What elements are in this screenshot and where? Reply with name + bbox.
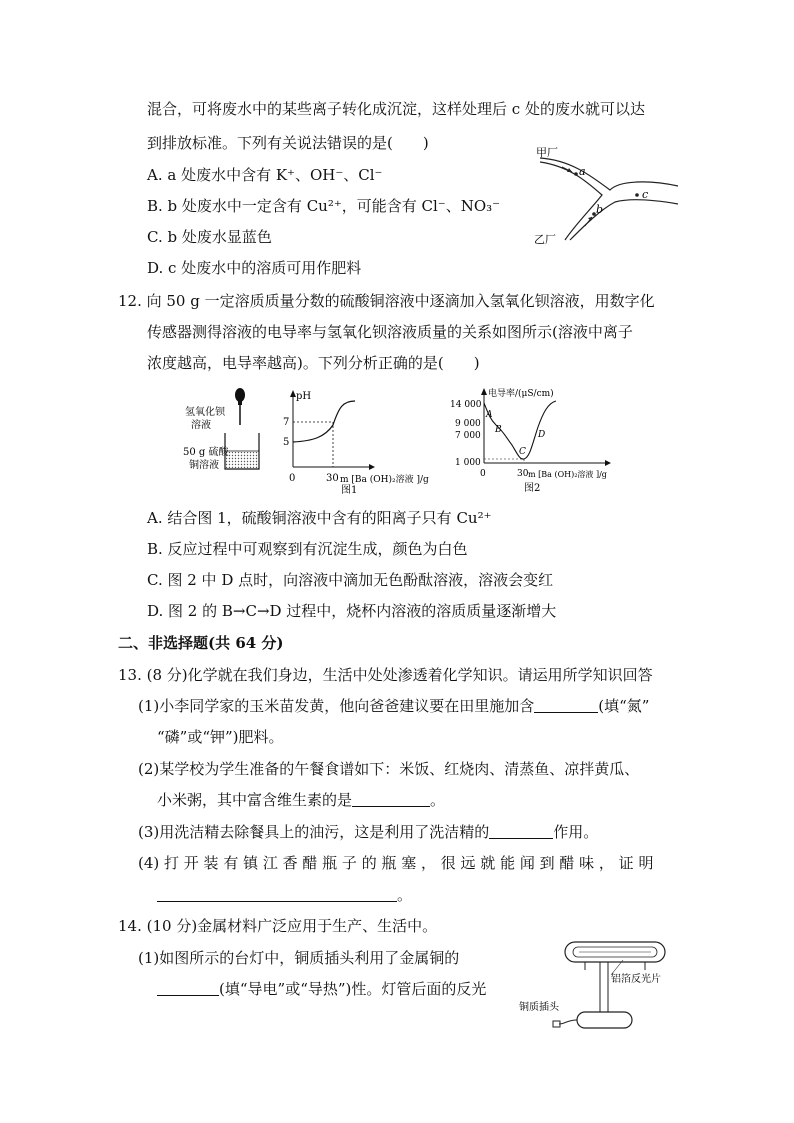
q13-answer-blank-2[interactable] <box>352 790 430 807</box>
q13-part3-text: (3)用洗洁精去除餐具上的油污，这是利用了洗洁精的 <box>138 823 490 841</box>
q11-option-d: D. c 处废水中的溶质可用作肥料 <box>147 259 362 277</box>
q13-answer-blank-4[interactable] <box>157 885 397 902</box>
q13-part2-end: 。 <box>430 791 446 809</box>
q11-option-b: B. b 处废水中一定含有 Cu²⁺，可能含有 Cl⁻、NO₃⁻ <box>147 197 501 215</box>
origin-label-fig2: 0 <box>480 469 486 479</box>
figure-2-caption: 图2 <box>524 483 541 494</box>
conductivity-axis-label: 电导率/(μS/cm) <box>488 389 554 399</box>
q13-part1-text: (1)小李同学家的玉米苗发黄，他向爸爸建议要在田里施加含 <box>138 697 535 715</box>
q12-option-b: B. 反应过程中可观察到有沉淀生成，颜色为白色 <box>147 540 468 558</box>
q13-part4-line2 <box>157 885 412 905</box>
reagent-label-2: 溶液 <box>191 420 211 431</box>
ph-tick-7: 7 <box>283 417 290 428</box>
q13-answer-blank-3[interactable] <box>489 822 553 839</box>
q14-part1-line1: (1)如图所示的台灯中，铜质插头利用了金属铜的 <box>138 949 460 967</box>
ph-tick-5: 5 <box>283 437 290 448</box>
jia-factory-label: 甲厂 <box>536 146 558 159</box>
point-B-label: B <box>495 425 502 435</box>
q14-part1-hint: (填“导电”或“导热”)性。灯管后面的反光 <box>219 980 487 998</box>
tick-9000: 9 000 <box>455 419 481 429</box>
foil-reflector-label: 铝箔反光片 <box>611 974 661 985</box>
x-tick-30: 30 <box>326 473 339 484</box>
q12-stem-line3: 浓度越高，电导率越高)。下列分析正确的是( ) <box>147 354 480 372</box>
q13-part1-line1 <box>138 696 649 716</box>
q12-option-c: C. 图 2 中 D 点时，向溶液中滴加无色酚酞溶液，溶液会变红 <box>147 571 554 589</box>
q13-part1-line2: “磷”或“钾”)肥料。 <box>157 728 284 746</box>
q13-answer-blank-1[interactable] <box>534 696 598 713</box>
q12-stem-line1: 12. 向 50 g 一定溶质质量分数的硫酸铜溶液中逐滴加入氢氧化钡溶液，用数字化 <box>118 292 655 310</box>
point-C-label: C <box>519 447 526 457</box>
q13-part4-end: 。 <box>397 886 413 904</box>
q11-stem-line2: 到排放标准。下列有关说法错误的是( ) <box>147 134 429 152</box>
figure-1-ph-graph <box>183 385 443 499</box>
origin-label: 0 <box>289 473 296 484</box>
figure-2-conductivity-graph <box>448 385 628 499</box>
q12-stem-line2: 传感器测得溶液的电导率与氢氧化钡溶液质量的关系如图所示(溶液中离子 <box>147 323 633 341</box>
desk-lamp-diagram <box>515 938 675 1037</box>
figure-1-caption: 图1 <box>341 485 358 495</box>
section-heading: 二、非选择题(共 64 分) <box>118 634 284 652</box>
q14-part1-line2 <box>157 979 486 999</box>
point-D-label: D <box>538 430 546 440</box>
x-tick-30-fig2: 30 <box>517 469 529 479</box>
q13-part2-text: 小米粥，其中富含维生素的是 <box>157 791 353 809</box>
q12-option-d: D. 图 2 的 B→C→D 过程中，烧杯内溶液的溶质质量逐渐增大 <box>147 602 557 620</box>
point-A-label: A <box>486 410 493 420</box>
q13-part4-line1: (4) 打 开 装 有 镇 江 香 醋 瓶 子 的 瓶 塞 ， 很 远 就 能 闻 到 醋 味 ， 证 明 <box>138 854 654 872</box>
q13-part3-line <box>138 822 598 842</box>
q11-option-c: C. b 处废水显蓝色 <box>147 228 272 246</box>
q13-stem: 13. (8 分)化学就在我们身边，生活中处处渗透着化学知识。请运用所学知识回答 <box>118 666 653 684</box>
solution-label-2: 铜溶液 <box>189 460 219 471</box>
q13-part2-line1: (2)某学校为学生准备的午餐食谱如下：米饭、红烧肉、清蒸鱼、凉拌黄瓜、 <box>138 760 640 778</box>
ph-axis-label: pH <box>296 391 312 402</box>
tick-14000: 14 000 <box>450 400 482 410</box>
wastewater-diagram <box>530 140 680 249</box>
q13-part1-hint: (填“氮” <box>598 697 650 715</box>
point-c-label: c <box>642 188 649 201</box>
copper-plug-label: 铜质插头 <box>519 1002 559 1013</box>
q12-option-a: A. 结合图 1，硫酸铜溶液中含有的阳离子只有 Cu²⁺ <box>147 509 492 527</box>
q11-option-a: A. a 处废水中含有 K⁺、OH⁻、Cl⁻ <box>147 166 383 184</box>
q11-stem-line1: 混合，可将废水中的某些离子转化成沉淀，这样处理后 c 处的废水就可以达 <box>147 100 645 118</box>
tick-1000: 1 000 <box>455 458 481 468</box>
q13-part3-end: 作用。 <box>553 823 599 841</box>
q13-part2-line2 <box>157 790 445 810</box>
x-axis-label-fig1: m [Ba (OH)₂溶液 ]/g <box>340 475 429 485</box>
point-b-label: b <box>596 203 604 216</box>
point-a-label: a <box>579 165 586 178</box>
q14-answer-blank-1[interactable] <box>157 979 219 996</box>
x-axis-label-fig2: m [Ba (OH)₂溶液 ]/g <box>528 470 607 479</box>
q14-stem: 14. (10 分)金属材料广泛应用于生产、生活中。 <box>118 917 438 935</box>
tick-7000: 7 000 <box>455 431 481 441</box>
yi-factory-label: 乙厂 <box>534 233 556 245</box>
solution-label-1: 50 g 硫酸 <box>183 447 229 458</box>
reagent-label-1: 氢氧化钡 <box>185 407 225 418</box>
